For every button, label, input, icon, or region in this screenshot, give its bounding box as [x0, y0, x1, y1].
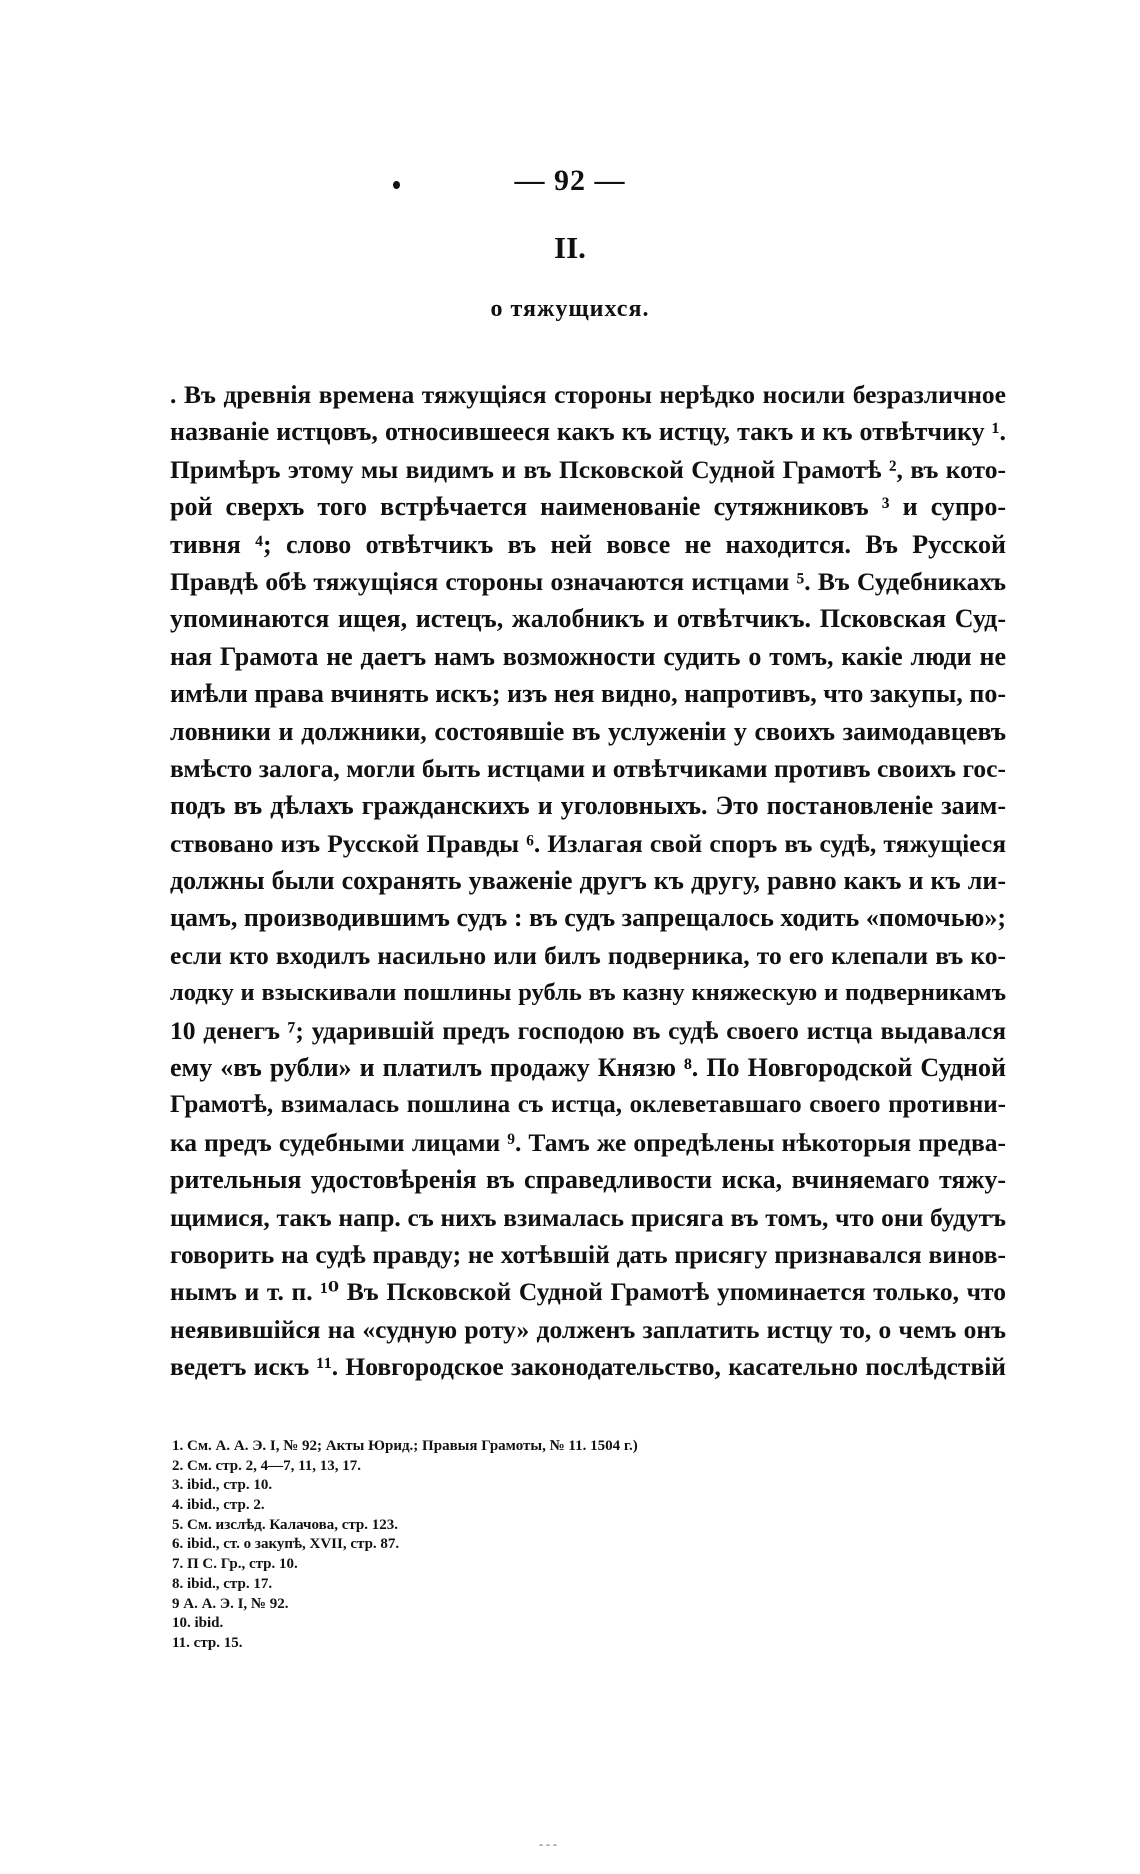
text-line: Грамотѣ, взималась пошлина съ истца, оклеветавшаго своего противни-: [170, 1091, 1006, 1119]
text-line: ная Грамота не даетъ намъ возможности судить о томъ, какіе люди не: [170, 641, 1006, 671]
footnote: 8. ibid., стр. 17.: [172, 1575, 273, 1592]
page-number: — 92 —: [514, 164, 626, 197]
text-line: вмѣсто залога, могли быть истцами и отвѣтчиками противъ своихъ гос-: [170, 753, 1006, 783]
text-line: ловники и должники, состоявшіе въ услуженіи у своихъ заимодавцевъ: [170, 716, 1006, 746]
text-line: имѣли права вчинять искъ; изъ нея видно, напротивъ, что закупы, по-: [170, 679, 1006, 709]
footnote: 4. ibid., стр. 2.: [172, 1497, 265, 1514]
text-line: упоминаются ищея, истецъ, жалобникъ и отвѣтчикъ. Псковская Суд-: [170, 604, 1006, 634]
text-line: ведетъ искъ ¹¹. Новгородское законодательство, касательно послѣдствій: [170, 1352, 1006, 1382]
text-line: цамъ, производившимъ судъ : въ судъ запрещалось ходить «помочью»;: [170, 903, 1006, 933]
text-line: должны были сохранять уваженіе другъ къ другу, равно какъ и къ ли-: [170, 866, 1006, 896]
section-number: II.: [554, 230, 586, 265]
text-line: 10 денегъ ⁷; ударившій предъ господою въ судѣ своего истца выдавался: [170, 1015, 1006, 1045]
text-line: тивня ⁴; слово отвѣтчикъ въ ней вовсе не находится. Въ Русской: [170, 529, 1006, 559]
footnote: 11. стр. 15.: [172, 1634, 243, 1651]
text-line: . Въ древнія времена тяжущіяся стороны нерѣдко носили безразличное: [170, 380, 1006, 409]
text-line: ему «въ рубли» и платилъ продажу Князю ⁸. По Новгородской Судной: [170, 1053, 1006, 1083]
text-line: рительныя удостовѣренія въ справедливости иска, вчиняемаго тяжу-: [170, 1165, 1006, 1195]
text-line: названіе истцовъ, относившееся какъ къ истцу, такъ и къ отвѣтчику ¹.: [170, 417, 1006, 447]
body-paragraph: [170, 376, 1006, 1386]
text-line: щимися, такъ напр. съ нихъ взималась присяга въ томъ, что они будутъ: [170, 1202, 1006, 1232]
footnote: 5. См. изслѣд. Калачова, стр. 123.: [172, 1516, 398, 1533]
footnote: 7. П С. Гр., стр. 10.: [172, 1556, 298, 1573]
text-line: ка предъ судебными лицами ⁹. Тамъ же опредѣлены нѣкоторыя предва-: [170, 1127, 1006, 1157]
text-line: Правдѣ обѣ тяжущіяся стороны означаются истцами ⁵. Въ Судебникахъ: [170, 566, 1006, 596]
footnote: 6. ibid., ст. о закупѣ, XVII, стр. 87.: [172, 1536, 400, 1553]
text-line: Примѣръ этому мы видимъ и въ Псковской Судной Грамотѣ ², въ кото-: [170, 454, 1006, 484]
text-line: ствовано изъ Русской Правды ⁶. Излагая свой споръ въ судѣ, тяжущіеся: [170, 828, 1006, 858]
footnote: 3. ibid., стр. 10.: [172, 1477, 273, 1494]
footnote: 9 А. А. Э. I, № 92.: [172, 1595, 289, 1612]
text-line: рой сверхъ того встрѣчается наименованіе сутяжниковъ ³ и супро-: [170, 492, 1006, 522]
footnote: 1. См. А. А. Э. I, № 92; Акты Юрид.; Правыя Грамоты, № 11. 1504 г.): [172, 1438, 638, 1454]
text-line: лодку и взыскивали пошлины рубль въ казну княжескую и подверникамъ: [170, 979, 1006, 1007]
text-line: неявившійся на «судную роту» долженъ заплатить истцу то, о чемъ онъ: [170, 1314, 1006, 1344]
text-line: говорить на судѣ правду; не хотѣвшій дать присягу признавался винов-: [170, 1239, 1006, 1269]
footnote: 2. См. стр. 2, 4—7, 11, 13, 17.: [172, 1457, 362, 1474]
footnote: 10. ibid.: [172, 1615, 224, 1632]
text-line: если кто входилъ насильно или билъ подверника, то его клепали въ ко-: [170, 940, 1006, 970]
bottom-mark: - - -: [539, 1837, 557, 1851]
footnotes: [172, 1437, 872, 1654]
text-line: нымъ и т. п. ¹⁰ Въ Псковской Судной Грамотѣ упоминается только, что: [170, 1277, 1006, 1307]
text-line: подъ въ дѣлахъ гражданскихъ и уголовныхъ. Это постановленіе заим-: [170, 791, 1006, 821]
section-title: о тяжущихся.: [490, 296, 650, 322]
